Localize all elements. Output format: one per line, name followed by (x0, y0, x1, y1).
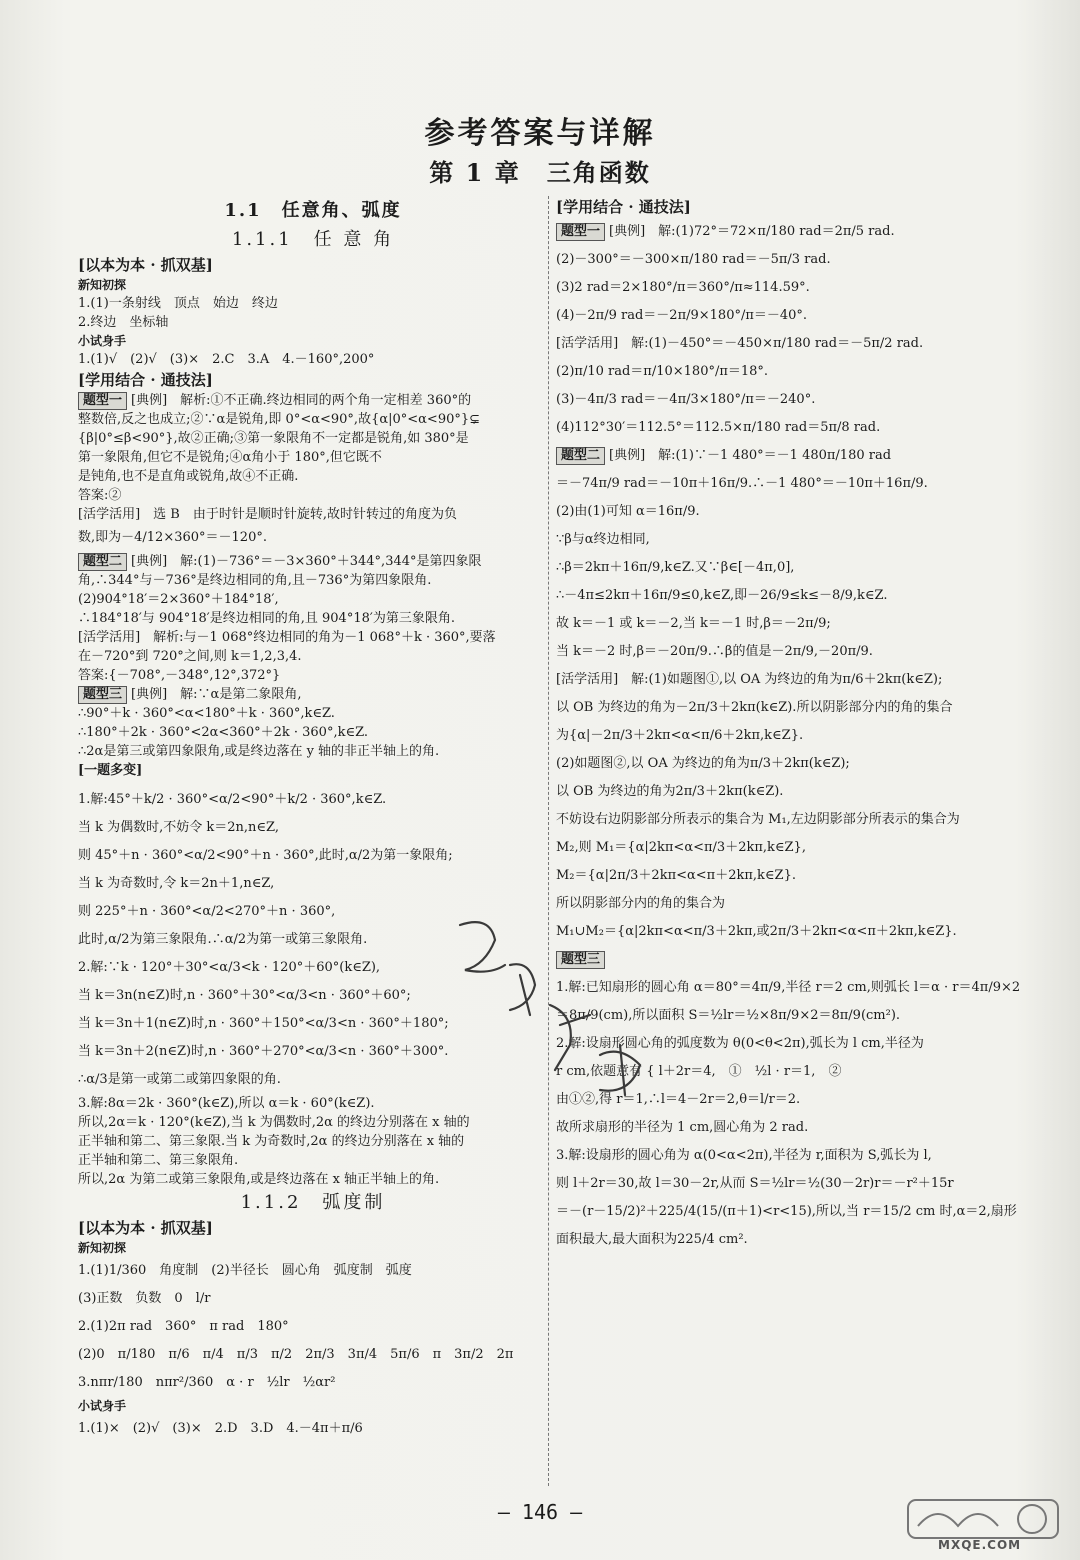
answer-line: 是钝角,也不是直角或锐角,故④不正确. (78, 469, 299, 484)
answer-line: ∴β＝2kπ＋16π/9,k∈Z.又∵β∈[－4π,0], (556, 560, 795, 575)
answer-line: 当 k 为偶数时,不妨令 k＝2n,n∈Z, (78, 820, 279, 835)
answer-line: 则 l＋2r＝30,故 l＝30－2r,从而 S＝½lr＝½(30－2r)r＝－r²＋15r (556, 1176, 954, 1191)
answer-line: M₂,则 M₁＝{α|2kπ<α<π/3＋2kπ,k∈Z}, (556, 840, 806, 855)
block-heading: [学用结合 · 通技法] (556, 198, 691, 216)
answer-line: 数,即为－4/12×360°＝－120°. (78, 530, 267, 545)
answer-line: ＝8π/9(cm),所以面积 S＝½lr＝½×8π/9×2＝8π/9(cm²). (556, 1008, 901, 1023)
handwritten-scribble (440, 905, 700, 1125)
answer-line: 不妨设右边阴影部分所表示的集合为 M₁,左边阴影部分所表示的集合为 (556, 812, 960, 827)
section-heading: 1.1 任意角、弧度 (224, 200, 402, 221)
answer-line: 由①②,得 r＝1,∴l＝4－2r＝2,θ＝l/r＝2. (556, 1092, 801, 1107)
sub-label: 新知初探 (78, 1241, 127, 1255)
answer-line: [活学活用] 选 B 由于时针是顺时针旋转,故时针转过的角度为负 (78, 507, 457, 522)
answer-line: 题型一 [典例] 解析:①不正确.终边相同的两个角一定相差 360°的 (78, 391, 548, 410)
answer-line: (2)904°18′＝2×360°＋184°18′, (78, 592, 279, 607)
sub-label: 新知初探 (78, 278, 127, 292)
answer-line: 故所求扇形的半径为 1 cm,圆心角为 2 rad. (556, 1120, 809, 1135)
answer-line: ∴α/3是第一或第二或第四象限的角. (78, 1072, 281, 1087)
page-number: — 146 — (497, 1500, 583, 1524)
block-heading: [学用结合 · 通技法] (78, 371, 213, 389)
answer-line: (3)正数 负数 0 l/r (78, 1291, 211, 1306)
answer-line: ∴180°＋2k · 360°<2α<360°＋2k · 360°,k∈Z. (78, 725, 369, 740)
answer-line: (2)由(1)可知 α＝16π/9. (556, 504, 700, 519)
answer-line: 以 OB 为终边的角为－2π/3＋2kπ(k∈Z).所以阴影部分内的角的集合 (556, 700, 953, 715)
block-label: [一题多变] (78, 763, 143, 778)
answer-line: ∴2α是第三或第四象限角,或是终边落在 y 轴的非正半轴上的角. (78, 744, 440, 759)
block-heading: [以本为本 · 抓双基] (78, 256, 213, 274)
block-heading: [以本为本 · 抓双基] (78, 1219, 213, 1237)
answer-line: ＝－(r－15/2)²＋225/4(15/(π＋1)<r<15),所以,当 r＝15/2 cm 时,α＝2,扇形 (556, 1204, 1017, 1219)
type-tag: 题型三 (556, 951, 605, 969)
chapter-heading: 第 1 章 三角函数 (429, 158, 651, 187)
sub-label: 小试身手 (78, 1399, 127, 1413)
answer-line: 角,∴344°与－736°是终边相同的角,且－736°为第四象限角. (78, 573, 432, 588)
answer-line: (2)0 π/180 π/6 π/4 π/3 π/2 2π/3 3π/4 5π/6 π 3π/2 2π (78, 1347, 514, 1362)
watermark-text: MXQE.COM (938, 1538, 1022, 1552)
answer-line: ∵β与α终边相同, (556, 532, 650, 547)
answer-line: 1.解:已知扇形的圆心角 α＝80°＝4π/9,半径 r＝2 cm,则弧长 l＝α · r＝4π/9×2 (556, 980, 1021, 995)
answer-line: M₂＝{α|2π/3＋2kπ<α<π＋2kπ,k∈Z}. (556, 868, 796, 883)
answer-line: (2)π/10 rad＝π/10×180°/π＝18°. (556, 364, 769, 379)
answer-line: 当 k＝3n(n∈Z)时,n · 360°＋30°<α/3<n · 360°＋60°; (78, 988, 411, 1003)
answer-line: (2)－300°＝－300×π/180 rad＝－5π/3 rad. (556, 252, 831, 267)
answer-line: (3)－4π/3 rad＝－4π/3×180°/π＝－240°. (556, 392, 816, 407)
answer-line: 1.(1)1/360 角度制 (2)半径长 圆心角 弧度制 弧度 (78, 1263, 412, 1278)
answer-line: ∴184°18′与 904°18′是终边相同的角,且 904°18′为第三象限角. (78, 611, 455, 626)
type-tag: 题型二 (556, 447, 605, 465)
answer-line: [活学活用] 解:(1)－450°＝－450×π/180 rad＝－5π/2 rad. (556, 336, 924, 351)
answer-line: 1.(1)√ (2)√ (3)× 2.C 3.A 4.－160°,200° (78, 352, 375, 367)
answer-line: [活学活用] 解析:与－1 068°终边相同的角为－1 068°＋k · 360°,要落 (78, 630, 496, 645)
watermark-logo (906, 1496, 1066, 1560)
answer-line: 整数倍,反之也成立;②∵α是锐角,即 0°<α<90°,故{α|0°<α<90°}⊊ (78, 412, 481, 427)
answer-line: 则 225°＋n · 360°<α/2<270°＋n · 360°, (78, 904, 336, 919)
answer-line: 2.(1)2π rad 360° π rad 180° (78, 1319, 289, 1334)
answer-line: 当 k＝3n＋1(n∈Z)时,n · 360°＋150°<α/3<n · 360°＋180°; (78, 1016, 449, 1031)
answer-line: {β|0°≤β<90°},故②正确;③第一象限角不一定都是锐角,如 380°是 (78, 431, 469, 446)
answer-line: 故 k＝－1 或 k＝－2,当 k＝－1 时,β＝－2π/9; (556, 616, 831, 631)
page-title: 参考答案与详解 (424, 116, 656, 151)
answer-line: 面积最大,最大面积为225/4 cm². (556, 1232, 748, 1247)
answer-line: 答案:② (78, 488, 122, 503)
answer-line: (4)－2π/9 rad＝－2π/9×180°/π＝－40°. (556, 308, 808, 323)
type-tag: 题型二 (78, 553, 127, 571)
type-tag: 题型三 (78, 686, 127, 704)
answer-line: 在－720°到 720°之间,则 k＝1,2,3,4. (78, 649, 302, 664)
answer-line: 1.解:45°＋k/2 · 360°<α/2<90°＋k/2 · 360°,k∈Z. (78, 792, 387, 807)
answer-line: 题型二 [典例] 解:(1)－736°＝－3×360°＋344°,344°是第四象限 (78, 552, 548, 571)
answer-line: 则 45°＋n · 360°<α/2<90°＋n · 360°,此时,α/2为第一象限角; (78, 848, 453, 863)
answer-line: 当 k＝3n＋2(n∈Z)时,n · 360°＋270°<α/3<n · 360°＋300°. (78, 1044, 449, 1059)
answer-line: 答案:{－708°,－348°,12°,372°} (78, 668, 281, 683)
answer-line: 此时,α/2为第三象限角.∴α/2为第一或第三象限角. (78, 932, 368, 947)
answer-line: ∴－4π≤2kπ＋16π/9≤0,k∈Z,即－26/9≤k≤－8/9,k∈Z. (556, 588, 888, 603)
answer-line: 题型三 [典例] 解:∵α是第二象限角, (78, 685, 548, 704)
answer-line: 3.nπr/180 nπr²/360 α · r ½lr ½αr² (78, 1375, 336, 1390)
answer-line: 题型二 [典例] 解:(1)∵－1 480°＝－1 480π/180 rad (556, 442, 1036, 470)
answer-line: 1.(1)× (2)√ (3)× 2.D 3.D 4.－4π＋π/6 (78, 1421, 363, 1436)
answer-line: 2.解:∵k · 120°＋30°<α/3<k · 120°＋60°(k∈Z), (78, 960, 381, 975)
type-tag: 题型一 (78, 392, 127, 410)
answer-line: [活学活用] 解:(1)如题图①,以 OA 为终边的角为π/6＋2kπ(k∈Z); (556, 672, 943, 687)
column-divider (548, 196, 549, 1486)
answer-line: 3.解:设扇形的圆心角为 α(0<α<2π),半径为 r,面积为 S,弧长为 l, (556, 1148, 932, 1163)
answer-line: ∴90°＋k · 360°<α<180°＋k · 360°,k∈Z. (78, 706, 335, 721)
answer-line: 当 k 为奇数时,令 k＝2n＋1,n∈Z, (78, 876, 275, 891)
subsection-heading: 1.1.1 任 意 角 (231, 229, 395, 250)
sub-label: 小试身手 (78, 334, 127, 348)
answer-line: 2.解:设扇形圆心角的弧度数为 θ(0<θ<2π),弧长为 l cm,半径为 (556, 1036, 924, 1051)
answer-line: r cm,依题意有 { l＋2r＝4, ① ½l · r＝1, ② (556, 1064, 842, 1079)
answer-line: 正半轴和第二、第三象限角. (78, 1153, 239, 1168)
answer-line: 当 k＝－2 时,β＝－20π/9.∴β的值是－2π/9,－20π/9. (556, 644, 873, 659)
type-tag: 题型一 (556, 223, 605, 241)
answer-line: 所以阴影部分内的角的集合为 (556, 896, 726, 911)
answer-line: 正半轴和第二、第三象限.当 k 为奇数时,2α 的终边分别落在 x 轴的 (78, 1134, 465, 1149)
answer-line: 题型一 [典例] 解:(1)72°＝72×π/180 rad＝2π/5 rad. (556, 218, 1036, 246)
answer-line: M₁∪M₂＝{α|2kπ<α<π/3＋2kπ,或2π/3＋2kπ<α<π＋2kπ,k∈Z}. (556, 924, 957, 939)
answer-line: (3)2 rad＝2×180°/π＝360°/π≈114.59°. (556, 280, 810, 295)
answer-line: 为{α|－2π/3＋2kπ<α<π/6＋2kπ,k∈Z}. (556, 728, 804, 743)
answer-line: 以 OB 为终边的角为2π/3＋2kπ(k∈Z). (556, 784, 784, 799)
answer-line: 所以,2α＝k · 120°(k∈Z),当 k 为偶数时,2α 的终边分别落在 x 轴的 (78, 1115, 470, 1130)
answer-line: 所以,2α 为第二或第三象限角,或是终边落在 x 轴正半轴上的角. (78, 1172, 440, 1187)
answer-line: 1.(1)一条射线 顶点 始边 终边 (78, 296, 278, 311)
subsection-heading: 1.1.2 弧度制 (240, 1192, 386, 1213)
left-column (78, 196, 548, 1443)
answer-line: ＝－74π/9 rad＝－10π＋16π/9.∴－1 480°＝－10π＋16π/9. (556, 476, 928, 491)
answer-line: 第一象限角,但它不是锐角;④α角小于 180°,但它既不 (78, 450, 382, 465)
answer-line: (4)112°30′＝112.5°＝112.5×π/180 rad＝5π/8 rad. (556, 420, 881, 435)
answer-line: 2.终边 坐标轴 (78, 315, 169, 330)
answer-line: 3.解:8α＝2k · 360°(k∈Z),所以 α＝k · 60°(k∈Z). (78, 1096, 375, 1111)
answer-line: (2)如题图②,以 OA 为终边的角为π/3＋2kπ(k∈Z); (556, 756, 850, 771)
